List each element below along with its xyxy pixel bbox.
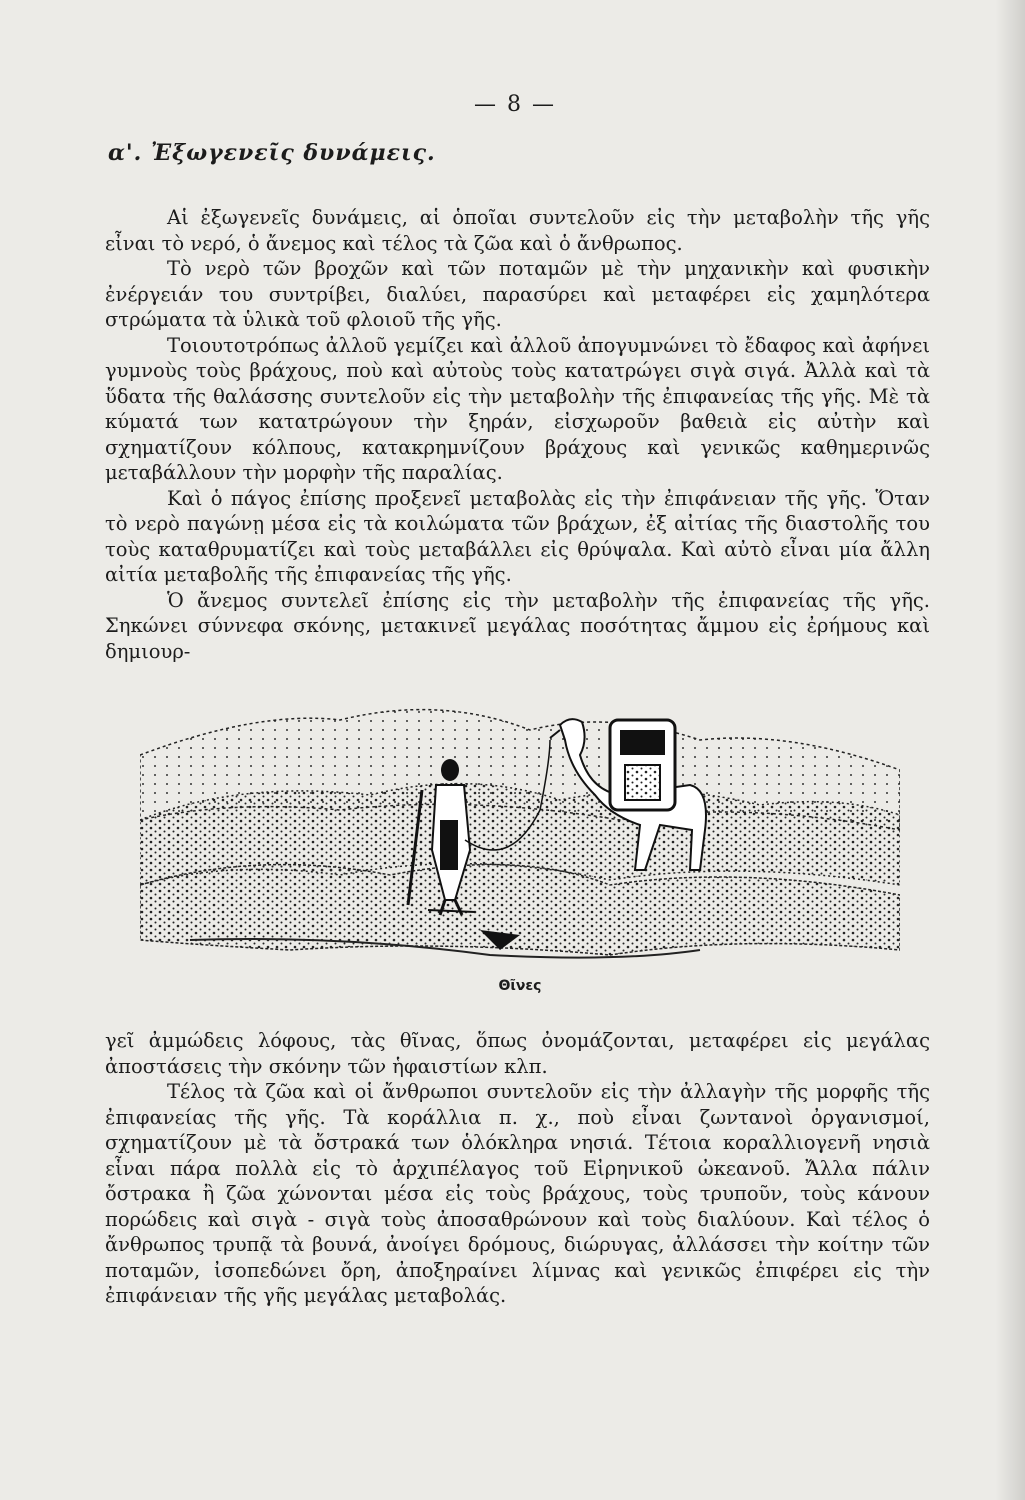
- paragraph: Τοιουτοτρόπως ἀλλοῦ γεμίζει καὶ ἀλλοῦ ἀπογυμνώνει τὸ ἔδαφος καὶ ἀφήνει γυμνοὺς τοὺς βράχους, ποὺ καὶ αὐτοὺς τοὺς κατατρώγει σιγὰ σιγά. Ἀλλὰ καὶ τὰ ὕδατα τῆς θαλάσσης συντελοῦν εἰς τὴν μεταβολὴν τῆς ἐπιφανείας τῆς γῆς. Μὲ τὰ κύματά των κατατρώγουν τὴν ξηράν, εἰσχωροῦν βαθειὰ εἰς αὐτὴν καὶ σχηματίζουν κόλπους, κατακρημνίζουν βράχους καὶ γενικῶς καθημερινῶς μεταβάλλουν τὴν μορφὴν τῆς παραλίας.: [105, 333, 930, 484]
- paragraph: Τέλος τὰ ζῶα καὶ οἱ ἄνθρωποι συντελοῦν εἰς τὴν ἀλλαγὴν τῆς μορφῆς τῆς ἐπιφανείας τῆς γῆς. Τὰ κοράλλια π. χ., ποὺ εἶναι ζωντανοὶ ὀργανισμοί, σχηματίζουν μὲ τὰ ὄστρακά των ὁλόκληρα νησιά. Τέτοια κοραλλιογενῆ νησιὰ εἶναι πάρα πολλὰ εἰς τὸ ἀρχιπέλαγος τοῦ Εἰρηνικοῦ ὠκεανοῦ. Ἄλλα πάλιν ὄστρακα ἢ ζῶα χώνονται μέσα εἰς τοὺς βράχους, τοὺς τρυποῦν, τοὺς κάνουν πορώδεις καὶ σιγὰ - σιγὰ τοὺς ἀποσαθρώνουν καὶ τοὺς διαλύουν. Καὶ τέλος ὁ ἄνθρωπος τρυπᾷ τὰ βουνά, ἀνοίγει δρόμους, διώρυγας, ἀλλάσσει τὴν κοίτην τῶν ποταμῶν, ἰσοπεδώνει ὄρη, ἀποξηραίνει λίμνας καὶ γενικῶς ἐπιφέρει εἰς τὴν ἐπιφάνειαν τῆς γῆς μεγάλας μεταβολάς.: [105, 1080, 930, 1307]
- dune-shapes: [140, 710, 900, 958]
- paragraph: γεῖ ἀμμώδεις λόφους, τὰς θῖνας, ὅπως ὀνομάζονται, μεταφέρει εἰς μεγάλας ἀποστάσεις τὴν σκόνην τῶν ἡφαιστίων κλπ.: [105, 1029, 930, 1078]
- page-number: — 8 —: [474, 92, 556, 117]
- figure-caption: Θῖνες: [498, 978, 542, 994]
- text-block-bottom: [105, 1028, 930, 1309]
- page-edge-shadow: [995, 0, 1025, 1500]
- paragraph: Ὁ ἄνεμος συντελεῖ ἐπίσης εἰς τὴν μεταβολὴν τῆς ἐπιφανείας τῆς γῆς. Σηκώνει σύννεφα σκόνης, μετακινεῖ μεγάλας ποσότητας ἄμμου εἰς ἐρήμους καὶ δημιουρ-: [105, 588, 930, 663]
- dunes-illustration: [140, 700, 900, 975]
- text-block-top: [105, 205, 930, 664]
- section-title: α'. Ἐξωγενεῖς δυνάμεις.: [108, 140, 436, 166]
- paragraph: Καὶ ὁ πάγος ἐπίσης προξενεῖ μεταβολὰς εἰς τὴν ἐπιφάνειαν τῆς γῆς. Ὅταν τὸ νερὸ παγώνῃ μέσα εἰς τὰ κοιλώματα τῶν βράχων, ἐξ αἰτίας τῆς διαστολῆς του τοὺς καταθρυματίζει καὶ τοὺς μεταβάλλει εἰς θρύψαλα. Καὶ αὐτὸ εἶναι μία ἄλλη αἰτία μεταβολῆς τῆς ἐπιφανείας τῆς γῆς.: [105, 486, 930, 586]
- paragraph: Αἱ ἐξωγενεῖς δυνάμεις, αἱ ὁποῖαι συντελοῦν εἰς τὴν μεταβολὴν τῆς γῆς εἶναι τὸ νερό, ὁ ἄνεμος καὶ τέλος τὰ ζῶα καὶ ὁ ἄνθρωπος.: [105, 206, 930, 255]
- paragraph: Τὸ νερὸ τῶν βροχῶν καὶ τῶν ποταμῶν μὲ τὴν μηχανικὴν καὶ φυσικὴν ἐνέργειάν του συντρίβει, διαλύει, παρασύρει καὶ μεταφέρει εἰς χαμηλότερα στρώματα τὰ ὑλικὰ τοῦ φλοιοῦ τῆς γῆς.: [105, 257, 930, 331]
